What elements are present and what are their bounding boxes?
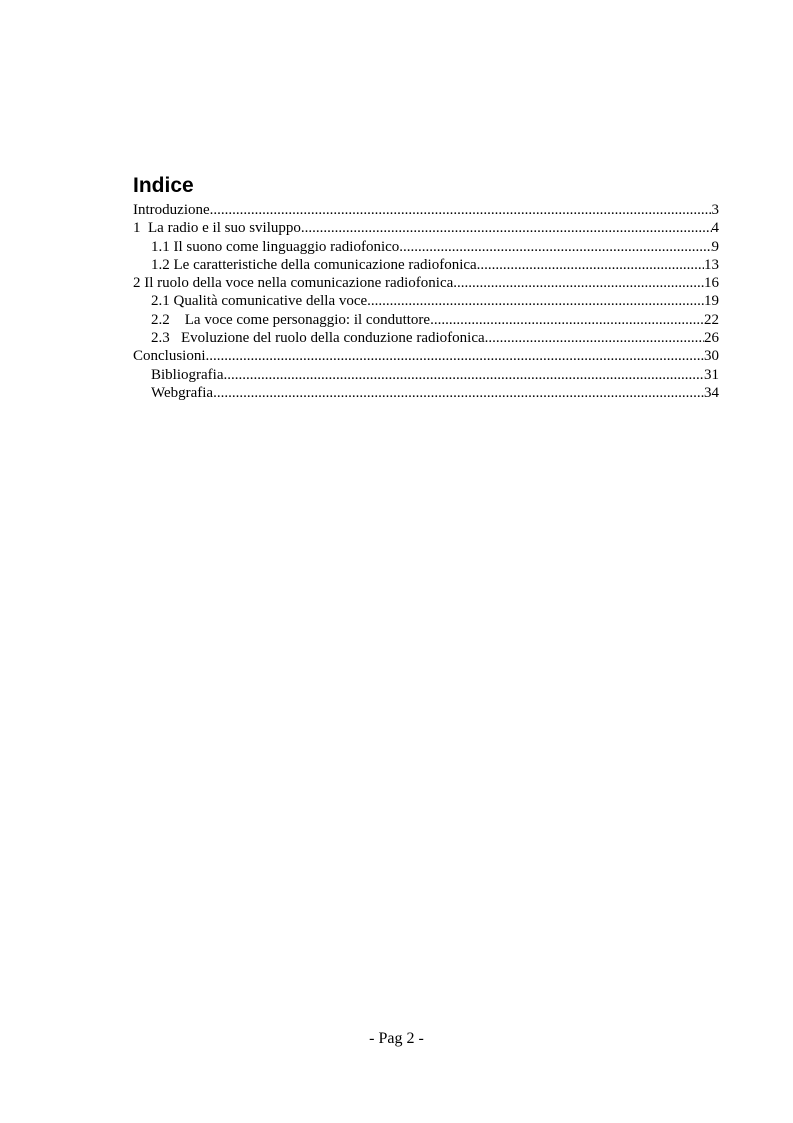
table-of-contents (133, 172, 719, 402)
toc-entry-label: 2 Il ruolo della voce nella comunicazione radiofonica (133, 275, 454, 292)
toc-entry-page: 26 (704, 330, 719, 347)
toc-entry[interactable] (133, 292, 719, 310)
toc-entry[interactable] (133, 347, 719, 365)
toc-entry-label: 2.2 La voce come personaggio: il conduttore (151, 311, 431, 328)
toc-dot-leader (430, 311, 704, 329)
toc-entry-label: 2.1 Qualità comunicative della voce (151, 293, 368, 310)
toc-entry-label: Webgrafia (151, 384, 214, 401)
toc-entry[interactable] (133, 366, 719, 384)
toc-list (133, 201, 719, 402)
toc-entry[interactable] (133, 256, 719, 274)
toc-entry-label: 1.2 Le caratteristiche della comunicazione radiofonica (151, 256, 477, 273)
toc-dot-leader (210, 201, 712, 219)
toc-entry-label: Conclusioni (133, 348, 206, 365)
toc-dot-leader (477, 256, 704, 274)
toc-entry[interactable] (133, 311, 719, 329)
toc-entry-label: 1 La radio e il suo sviluppo (133, 220, 301, 237)
toc-entry-label: 2.3 Evoluzione del ruolo della conduzione radiofonica (151, 330, 485, 347)
toc-entry-page: 4 (711, 220, 719, 237)
toc-entry[interactable] (133, 274, 719, 292)
toc-entry-label: Bibliografia (151, 366, 224, 383)
toc-dot-leader (399, 238, 711, 256)
toc-dot-leader (213, 384, 704, 402)
toc-entry-label: 1.1 Il suono come linguaggio radiofonico (151, 238, 400, 255)
toc-entry-page: 16 (704, 275, 719, 292)
toc-dot-leader (485, 329, 704, 347)
toc-entry-page: 9 (711, 238, 719, 255)
toc-dot-leader (367, 292, 704, 310)
toc-entry[interactable] (133, 384, 719, 402)
toc-title: Indice (133, 174, 194, 197)
toc-entry-page: 13 (704, 256, 719, 273)
toc-entry-label: Introduzione (133, 202, 210, 218)
toc-entry[interactable] (133, 201, 719, 219)
toc-entry[interactable] (133, 219, 719, 237)
toc-entry-page: 19 (704, 293, 719, 310)
toc-entry-page: 3 (711, 202, 719, 218)
toc-dot-leader (453, 274, 704, 292)
toc-entry-page: 34 (704, 384, 719, 401)
toc-entry[interactable] (133, 238, 719, 256)
toc-dot-leader (301, 219, 712, 237)
toc-dot-leader (206, 347, 704, 365)
page-number-footer: - Pag 2 - (369, 1030, 424, 1047)
toc-entry-page: 22 (704, 311, 719, 328)
toc-entry-page: 31 (704, 366, 719, 383)
toc-dot-leader (223, 366, 704, 384)
toc-entry-page: 30 (704, 348, 719, 365)
toc-entry[interactable] (133, 329, 719, 347)
